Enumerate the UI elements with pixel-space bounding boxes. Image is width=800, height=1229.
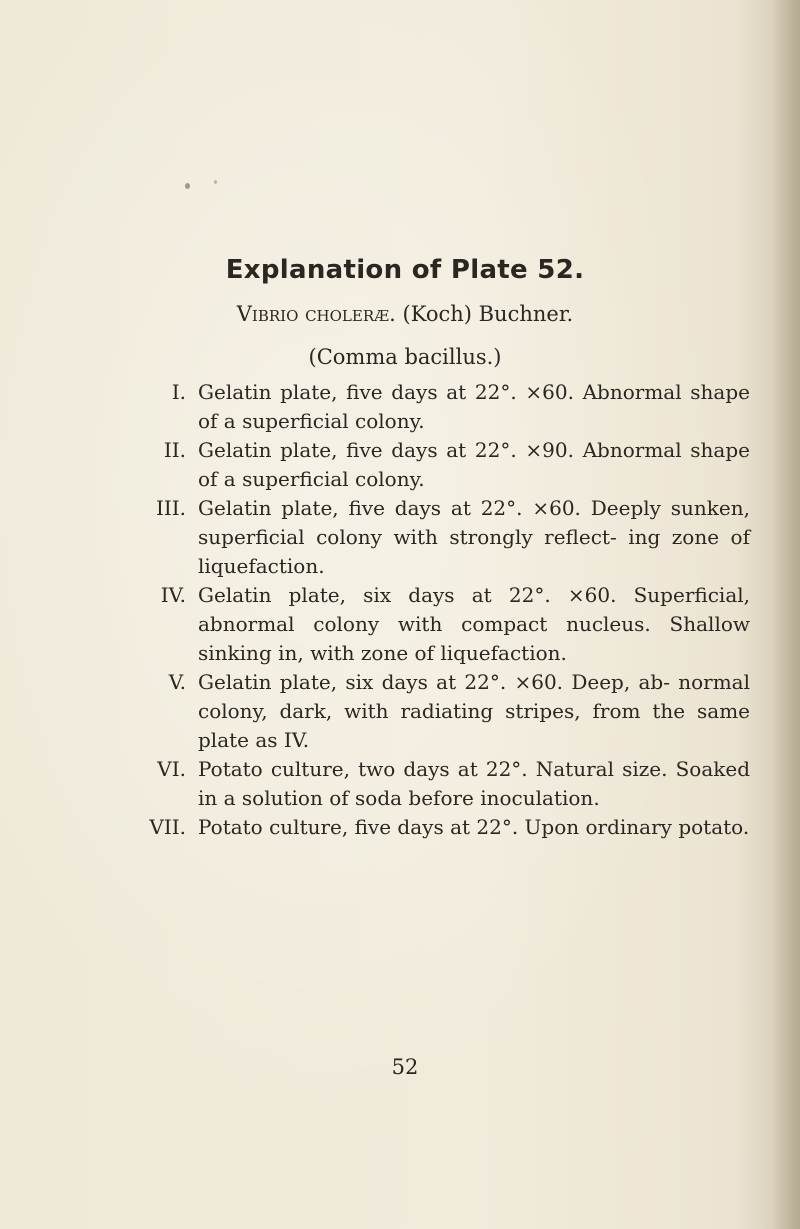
ink-speck xyxy=(214,180,217,184)
list-item xyxy=(140,581,750,668)
entry-text: Gelatin plate, six days at 22°. ×60. Superficial, abnormal colony with compact nucleus. Shallow sinking in, with zone of liquefaction. xyxy=(198,583,750,665)
entry-numeral: IV. xyxy=(160,583,186,607)
list-item xyxy=(140,378,750,436)
entry-numeral: I. xyxy=(171,380,186,404)
page-title: Explanation of Plate 52. xyxy=(225,255,585,285)
entry-numeral: II. xyxy=(163,438,186,462)
entry-numeral: III. xyxy=(155,496,186,520)
list-item xyxy=(140,436,750,494)
entry-text: Gelatin plate, five days at 22°. ×90. Abnormal shape of a superficial colony. xyxy=(198,438,750,491)
entry-numeral: VII. xyxy=(149,815,186,839)
organism-line xyxy=(0,302,800,326)
entry-text: Gelatin plate, five days at 22°. ×60. Deeply sunken, superficial colony with strongly reflect- ing zone of liquefaction. xyxy=(198,496,750,578)
organism-name: Vibrio choleræ. xyxy=(236,302,396,326)
list-item xyxy=(140,494,750,581)
list-item xyxy=(140,755,750,813)
list-item xyxy=(140,813,750,842)
entry-text: Gelatin plate, six days at 22°. ×60. Deep, ab- normal colony, dark, with radiating stripes, from the same plate as IV. xyxy=(198,670,750,752)
page-number: 52 xyxy=(391,1055,419,1079)
organism-authority: (Koch) Buchner. xyxy=(395,302,574,326)
entry-numeral: V. xyxy=(168,670,186,694)
page-edge-shadow xyxy=(772,0,800,1229)
entry-text: Potato culture, two days at 22°. Natural size. Soaked in a solution of soda before inoculation. xyxy=(198,757,750,810)
entry-list xyxy=(140,378,750,842)
ink-speck xyxy=(185,183,190,189)
entry-text: Gelatin plate, five days at 22°. ×60. Abnormal shape of a superficial colony. xyxy=(198,380,750,433)
entry-text: Potato culture, five days at 22°. Upon ordinary potato. xyxy=(198,815,750,839)
list-item xyxy=(140,668,750,755)
common-name: (Comma bacillus.) xyxy=(308,345,502,369)
entry-numeral: VI. xyxy=(157,757,186,781)
